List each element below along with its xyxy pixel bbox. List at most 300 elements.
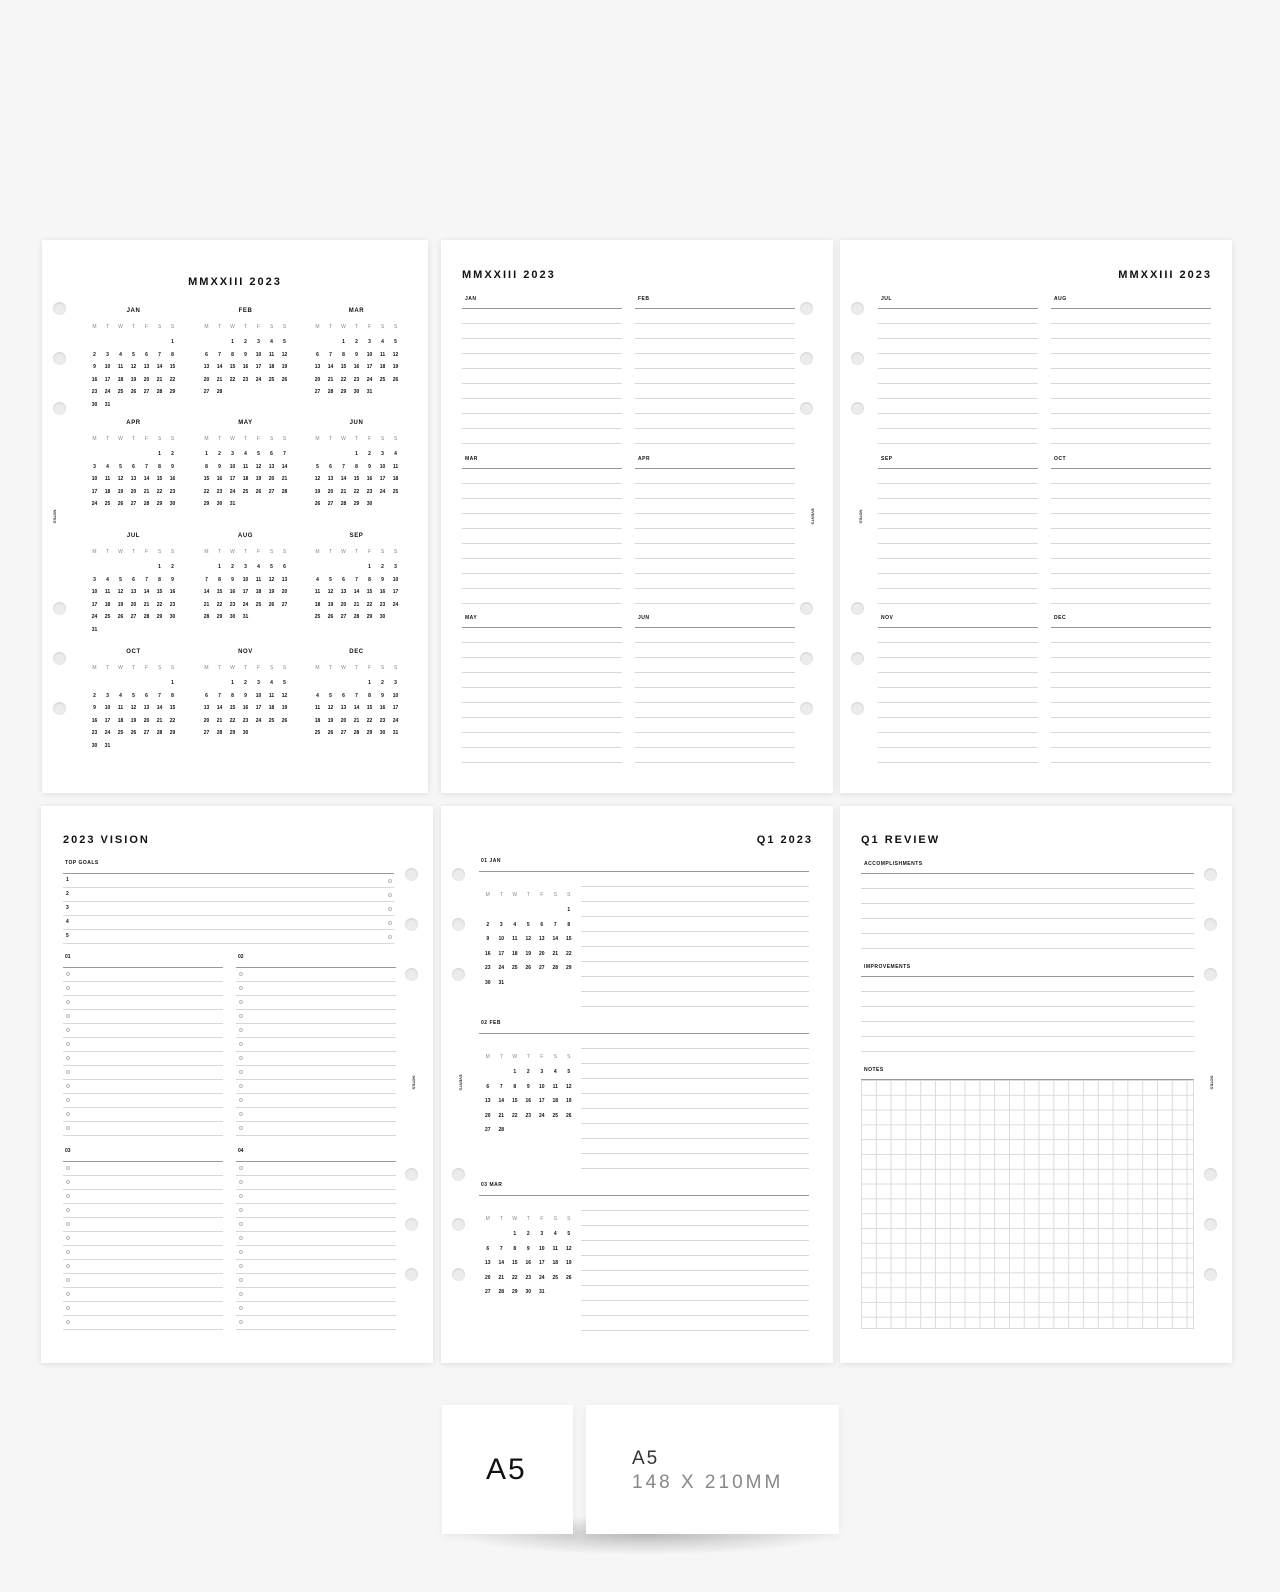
quarter-label: 03 (65, 1148, 71, 1154)
writing-line (581, 1225, 809, 1226)
day-number: 18 (268, 364, 275, 371)
writing-line (878, 398, 1038, 399)
day-number: 28 (143, 501, 150, 508)
writing-line (878, 762, 1038, 763)
month-section-label: NOV (881, 615, 894, 621)
weekday-label: S (269, 436, 274, 442)
day-number: 9 (244, 692, 247, 699)
writing-line (236, 1065, 396, 1066)
writing-line (63, 995, 223, 996)
day-number: 7 (218, 351, 221, 358)
weekday-label: S (553, 1054, 557, 1060)
day-number: 14 (156, 364, 163, 371)
task-checkbox (239, 1070, 243, 1074)
writing-line (635, 717, 795, 718)
size-label: A5 (632, 1448, 660, 1469)
writing-line (1051, 732, 1211, 733)
writing-line (63, 1203, 223, 1204)
day-number: 24 (91, 501, 98, 508)
task-checkbox (66, 1222, 70, 1226)
writing-line (878, 498, 1038, 499)
task-checkbox (66, 1056, 70, 1060)
day-number: 8 (205, 463, 208, 470)
writing-line (462, 513, 622, 514)
writing-line (878, 747, 1038, 748)
weekday-label: S (393, 324, 398, 330)
section-rule (462, 468, 622, 469)
day-number: 1 (231, 339, 234, 345)
task-checkbox (66, 1166, 70, 1170)
day-number: 13 (143, 705, 150, 712)
weekday-label: T (499, 892, 503, 898)
writing-line (878, 558, 1038, 559)
weekday-label: M (204, 324, 209, 330)
day-number: 15 (169, 364, 176, 371)
weekday-label: S (170, 436, 175, 442)
writing-line (581, 991, 809, 992)
binder-hole (405, 868, 418, 881)
writing-line (635, 383, 795, 384)
writing-line (861, 1021, 1194, 1022)
day-number: 26 (117, 614, 124, 621)
day-number: 17 (229, 476, 236, 483)
month-name: JAN (126, 308, 141, 314)
writing-line (1051, 672, 1211, 673)
writing-line (236, 1273, 396, 1274)
binder-hole (1204, 918, 1217, 931)
day-number: 28 (353, 614, 360, 621)
day-number: 17 (538, 1260, 545, 1267)
day-number: 8 (218, 576, 221, 583)
weekday-label: T (328, 324, 333, 330)
writing-line (861, 888, 1194, 889)
day-number: 20 (314, 376, 321, 383)
day-number: 7 (355, 576, 358, 583)
day-number: 22 (366, 601, 373, 608)
day-number: 23 (229, 601, 236, 608)
day-number: 30 (169, 501, 176, 508)
day-number: 17 (255, 705, 262, 712)
sheet-year-calendar (42, 240, 428, 793)
day-number: 16 (379, 705, 386, 712)
day-number: 31 (498, 980, 505, 986)
day-number: 26 (281, 376, 288, 383)
binder-hole (800, 352, 813, 365)
writing-line (236, 1245, 396, 1246)
section-rule (635, 308, 795, 309)
writing-line (1051, 413, 1211, 414)
month-section-label: APR (638, 456, 651, 462)
weekday-label: T (131, 324, 136, 330)
day-number: 24 (498, 965, 505, 972)
day-number: 4 (394, 451, 397, 457)
task-checkbox (239, 1180, 243, 1184)
binder-hole (452, 1168, 465, 1181)
writing-line (635, 528, 795, 529)
section-rule (878, 468, 1038, 469)
weekday-label: S (282, 549, 287, 555)
day-number: 9 (526, 1245, 530, 1252)
month-section-label: JAN (465, 296, 477, 302)
day-number: 10 (91, 589, 98, 596)
day-number: 8 (342, 351, 345, 358)
task-checkbox (239, 1028, 243, 1032)
day-number: 27 (143, 730, 150, 737)
day-number: 29 (340, 389, 347, 396)
section-rule (878, 627, 1038, 628)
month-section-label: MAY (465, 615, 478, 621)
weekday-label: M (92, 436, 97, 442)
writing-line (635, 702, 795, 703)
writing-line (878, 413, 1038, 414)
day-number: 22 (156, 601, 163, 608)
day-number: 4 (257, 564, 260, 570)
writing-line (1051, 483, 1211, 484)
writing-line (1051, 528, 1211, 529)
writing-line (236, 1203, 396, 1204)
month-section-label: JUL (881, 296, 892, 302)
day-number: 22 (565, 950, 572, 957)
weekday-label: W (341, 665, 346, 671)
day-number: 24 (379, 488, 386, 495)
day-number: 11 (104, 476, 111, 483)
weekday-label: T (131, 549, 136, 555)
day-number: 23 (366, 488, 373, 495)
day-number: 7 (499, 1083, 503, 1090)
day-number: 13 (143, 364, 150, 371)
writing-line (462, 443, 622, 444)
writing-line (635, 687, 795, 688)
writing-line (878, 672, 1038, 673)
section-rule (861, 976, 1194, 977)
day-number: 26 (327, 614, 334, 621)
writing-line (63, 1065, 223, 1066)
weekday-label: S (282, 665, 287, 671)
day-number: 2 (218, 451, 221, 457)
writing-line (635, 747, 795, 748)
day-number: 11 (552, 1245, 558, 1252)
writing-line (462, 687, 622, 688)
day-number: 27 (484, 1289, 491, 1296)
day-number: 10 (379, 463, 386, 470)
month-section-label: 02 FEB (481, 1020, 501, 1026)
day-number: 27 (281, 601, 288, 608)
day-number: 21 (143, 488, 150, 495)
day-number: 13 (327, 476, 334, 483)
month-section-label: MAR (465, 456, 478, 462)
day-number: 14 (327, 364, 334, 371)
goal-checkbox (388, 907, 392, 911)
day-number: 14 (353, 705, 360, 712)
day-number: 5 (316, 463, 319, 470)
writing-line (635, 483, 795, 484)
weekday-label: T (131, 665, 136, 671)
day-number: 7 (499, 1245, 503, 1252)
writing-line (63, 1245, 223, 1246)
day-number: 13 (203, 364, 210, 371)
day-number: 2 (526, 1231, 530, 1237)
section-rule (236, 967, 396, 968)
day-number: 4 (106, 576, 109, 583)
day-number: 29 (156, 501, 163, 508)
day-number: 15 (511, 1260, 518, 1267)
day-number: 15 (353, 476, 360, 483)
day-number: 14 (203, 589, 210, 596)
writing-line (581, 1210, 809, 1211)
day-number: 13 (281, 576, 288, 583)
writing-line (63, 1315, 223, 1316)
day-number: 4 (553, 1231, 557, 1237)
task-checkbox (239, 1292, 243, 1296)
day-number: 14 (340, 476, 347, 483)
task-checkbox (66, 1278, 70, 1282)
writing-line (581, 1255, 809, 1256)
side-label: NOTES (411, 1075, 417, 1090)
weekday-label: W (512, 1054, 518, 1060)
top-goals-label: TOP GOALS (65, 860, 99, 866)
day-number: 10 (366, 351, 373, 358)
day-number: 13 (340, 705, 347, 712)
day-number: 28 (143, 614, 150, 621)
day-number: 10 (498, 936, 505, 943)
weekday-label: T (526, 1216, 530, 1222)
task-checkbox (239, 986, 243, 990)
day-number: 6 (342, 576, 345, 583)
task-checkbox (66, 1236, 70, 1240)
task-checkbox (239, 1320, 243, 1324)
writing-line (878, 702, 1038, 703)
day-number: 8 (513, 1083, 517, 1090)
task-checkbox (66, 1320, 70, 1324)
day-number: 5 (526, 921, 530, 928)
day-number: 1 (513, 1231, 517, 1237)
improvements-label: IMPROVEMENTS (864, 964, 911, 970)
writing-line (635, 732, 795, 733)
day-number: 26 (525, 965, 532, 972)
weekday-label: S (269, 324, 274, 330)
writing-line (63, 887, 394, 888)
writing-line (878, 428, 1038, 429)
day-number: 8 (171, 351, 174, 358)
writing-line (878, 368, 1038, 369)
day-number: 30 (366, 501, 373, 508)
weekday-label: S (567, 892, 571, 898)
day-number: 11 (255, 576, 262, 583)
binder-hole (452, 868, 465, 881)
day-number: 20 (268, 476, 275, 483)
day-number: 26 (117, 501, 124, 508)
day-number: 17 (498, 950, 505, 957)
weekday-label: T (243, 324, 248, 330)
day-number: 23 (169, 601, 176, 608)
writing-line (462, 398, 622, 399)
task-checkbox (239, 1014, 243, 1018)
day-number: 27 (143, 389, 150, 396)
day-number: 10 (229, 463, 236, 470)
section-rule (878, 308, 1038, 309)
day-number: 12 (327, 705, 334, 712)
day-number: 29 (156, 614, 163, 621)
day-number: 6 (145, 692, 148, 699)
day-number: 1 (205, 451, 208, 457)
writing-line (1051, 603, 1211, 604)
day-number: 3 (257, 680, 260, 686)
writing-line (63, 1121, 223, 1122)
day-number: 7 (283, 451, 286, 457)
task-checkbox (66, 1292, 70, 1296)
day-number: 3 (394, 680, 397, 686)
day-number: 12 (281, 351, 288, 358)
day-number: 31 (104, 402, 111, 408)
day-number: 18 (314, 601, 321, 608)
day-number: 16 (379, 589, 386, 596)
day-number: 6 (270, 451, 273, 457)
day-number: 21 (156, 376, 163, 383)
goal-checkbox (388, 893, 392, 897)
task-checkbox (239, 1112, 243, 1116)
writing-line (462, 702, 622, 703)
day-number: 13 (538, 936, 545, 943)
day-number: 31 (91, 627, 98, 633)
day-number: 30 (229, 614, 236, 621)
weekday-label: T (217, 549, 222, 555)
weekday-label: S (170, 324, 175, 330)
writing-line (1051, 543, 1211, 544)
writing-line (236, 1009, 396, 1010)
task-checkbox (66, 1180, 70, 1184)
weekday-label: S (157, 324, 162, 330)
writing-line (462, 732, 622, 733)
binder-hole (405, 1268, 418, 1281)
day-number: 11 (104, 589, 111, 596)
day-number: 2 (355, 339, 358, 345)
day-number: 14 (498, 1260, 505, 1267)
day-number: 19 (565, 1098, 572, 1105)
binder-hole (851, 602, 864, 615)
writing-line (878, 543, 1038, 544)
weekday-label: F (144, 436, 149, 442)
day-number: 31 (366, 389, 373, 396)
day-number: 13 (130, 589, 137, 596)
writing-line (63, 1093, 223, 1094)
weekday-label: T (131, 436, 136, 442)
day-number: 3 (231, 451, 234, 457)
weekday-label: T (354, 324, 359, 330)
side-label: EVENTS (458, 1074, 464, 1091)
day-number: 12 (565, 1083, 572, 1090)
section-rule (63, 1161, 223, 1162)
day-number: 18 (392, 476, 399, 483)
goal-number: 5 (66, 933, 69, 939)
day-number: 30 (353, 389, 360, 396)
writing-line (861, 933, 1194, 934)
writing-line (878, 687, 1038, 688)
writing-line (236, 1259, 396, 1260)
size-card-dimensions (586, 1405, 839, 1534)
task-checkbox (66, 1250, 70, 1254)
weekday-label: S (567, 1054, 571, 1060)
day-number: 7 (158, 351, 161, 358)
day-number: 24 (392, 601, 399, 608)
writing-line (635, 443, 795, 444)
day-number: 9 (244, 351, 247, 358)
day-number: 3 (368, 339, 371, 345)
day-number: 18 (314, 717, 321, 724)
day-number: 12 (327, 589, 334, 596)
writing-line (462, 323, 622, 324)
day-number: 15 (565, 936, 572, 943)
day-number: 12 (268, 576, 275, 583)
weekday-label: W (512, 892, 518, 898)
day-number: 26 (130, 389, 137, 396)
day-number: 21 (340, 488, 347, 495)
day-number: 17 (104, 717, 111, 724)
binder-hole (851, 402, 864, 415)
day-number: 1 (158, 564, 161, 570)
day-number: 25 (511, 965, 518, 972)
day-number: 8 (513, 1245, 517, 1252)
writing-line (462, 762, 622, 763)
day-number: 2 (231, 564, 234, 570)
writing-line (635, 513, 795, 514)
day-number: 28 (156, 730, 163, 737)
day-number: 1 (355, 451, 358, 457)
day-number: 31 (104, 743, 111, 749)
writing-line (63, 1009, 223, 1010)
goal-number: 3 (66, 905, 69, 911)
day-number: 6 (486, 1245, 490, 1252)
day-number: 20 (143, 376, 150, 383)
day-number: 2 (381, 680, 384, 686)
section-rule (462, 627, 622, 628)
writing-line (63, 1329, 223, 1330)
weekday-label: F (540, 892, 544, 898)
day-number: 5 (329, 692, 332, 699)
day-number: 19 (525, 950, 532, 957)
day-number: 19 (268, 589, 275, 596)
size-card-a5 (442, 1405, 573, 1534)
task-checkbox (239, 1278, 243, 1282)
day-number: 4 (316, 576, 319, 583)
side-label: NOTES (1209, 1075, 1215, 1090)
writing-line (1051, 687, 1211, 688)
weekday-label: F (367, 549, 372, 555)
day-number: 5 (132, 351, 135, 358)
day-number: 21 (281, 476, 288, 483)
day-number: 21 (156, 717, 163, 724)
day-number: 1 (231, 680, 234, 686)
day-number: 4 (106, 463, 109, 470)
day-number: 7 (355, 692, 358, 699)
day-number: 1 (368, 680, 371, 686)
day-number: 25 (117, 389, 124, 396)
day-number: 18 (255, 589, 262, 596)
task-checkbox (66, 1194, 70, 1198)
writing-line (861, 948, 1194, 949)
binder-hole (405, 1168, 418, 1181)
day-number: 9 (231, 576, 234, 583)
day-number: 19 (130, 376, 137, 383)
day-number: 12 (255, 463, 262, 470)
day-number: 16 (525, 1260, 532, 1267)
day-number: 16 (169, 589, 176, 596)
weekday-label: T (217, 324, 222, 330)
writing-line (581, 1240, 809, 1241)
day-number: 10 (255, 351, 262, 358)
binder-hole (851, 652, 864, 665)
weekday-label: M (92, 665, 97, 671)
day-number: 28 (216, 389, 223, 396)
